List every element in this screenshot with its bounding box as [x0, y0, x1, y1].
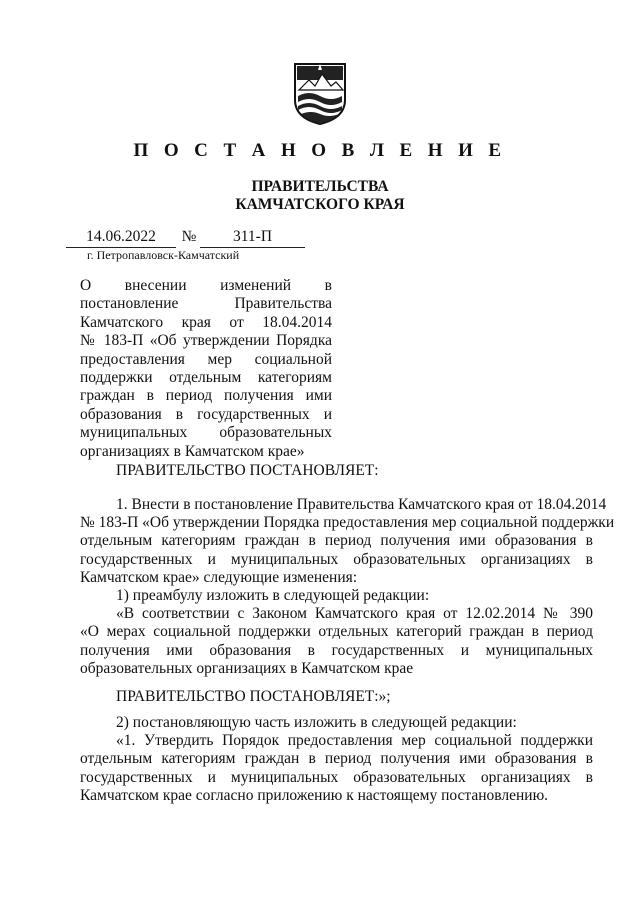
body-line: 1) преамбулу изложить в следующей редакции:	[116, 586, 430, 604]
resolution-body-continued	[80, 714, 593, 805]
subject-line: постановление Правительства	[80, 295, 332, 313]
body-line: «В соответствии с Законом Камчатского края от 12.02.2014 № 390	[116, 605, 593, 623]
subject-line: Камчатского края от 18.04.2014	[80, 313, 332, 331]
resolution-body	[80, 496, 615, 678]
kamchatka-coat-of-arms-icon	[291, 60, 349, 126]
subject-line: граждан в период получения ими	[80, 387, 332, 405]
issuer-line-2: КАМЧАТСКОГО КРАЯ	[235, 196, 405, 213]
number-sign: №	[181, 228, 197, 245]
body-line: «1. Утвердить Порядок предоставления мер социальной поддержки	[116, 732, 593, 750]
document-number: 311-П	[200, 228, 305, 248]
issuer-line-1: ПРАВИТЕЛЬСТВА	[251, 178, 389, 195]
body-line: 1. Внести в постановление Правительства Камчатского края от 18.04.2014	[116, 496, 607, 513]
body-line: отдельным категориям граждан в период получения ими образования в	[80, 532, 593, 550]
body-line: отдельным категориям граждан в период получения ими образования в	[80, 750, 593, 768]
document-date: 14.06.2022	[66, 228, 176, 248]
body-line: получения ими образования в государственных и муниципальных	[80, 641, 593, 659]
body-line: Камчатском крае» следующие изменения:	[80, 568, 358, 586]
body-line: государственных и муниципальных образовательных организациях в	[80, 768, 593, 786]
document-subject	[80, 277, 332, 461]
body-line: 2) постановляющую часть изложить в следующей редакции:	[116, 714, 517, 731]
city-label: г. Петропавловск-Камчатский	[87, 248, 240, 262]
body-line: государственных и муниципальных образовательных организациях в	[80, 550, 593, 568]
subject-line: муниципальных образовательных	[80, 424, 332, 442]
body-line: образовательных организациях в Камчатском крае	[80, 659, 414, 677]
issuer	[0, 178, 640, 214]
subject-line: образования в государственных и	[80, 405, 332, 423]
resolution-heading: ПРАВИТЕЛЬСТВО ПОСТАНОВЛЯЕТ:	[116, 462, 379, 479]
body-line: № 183-П «Об утверждении Порядка предоставления мер социальной поддержки	[80, 514, 615, 532]
document-type: П О С Т А Н О В Л Е Н И Е	[133, 140, 507, 161]
body-line: «О мерах социальной поддержки отдельных категорий граждан в период	[80, 623, 593, 641]
subject-line: поддержки отдельным категориям	[80, 368, 332, 386]
subject-line: О внесении изменений в	[80, 277, 332, 294]
quoted-heading: ПРАВИТЕЛЬСТВО ПОСТАНОВЛЯЕТ:»;	[116, 688, 391, 705]
subject-line: предоставления мер социальной	[80, 350, 332, 368]
subject-line: организациях в Камчатском крае»	[80, 442, 305, 460]
body-line: Камчатском крае согласно приложению к настоящему постановлению.	[80, 786, 549, 804]
subject-line: № 183-П «Об утверждении Порядка	[80, 332, 332, 350]
